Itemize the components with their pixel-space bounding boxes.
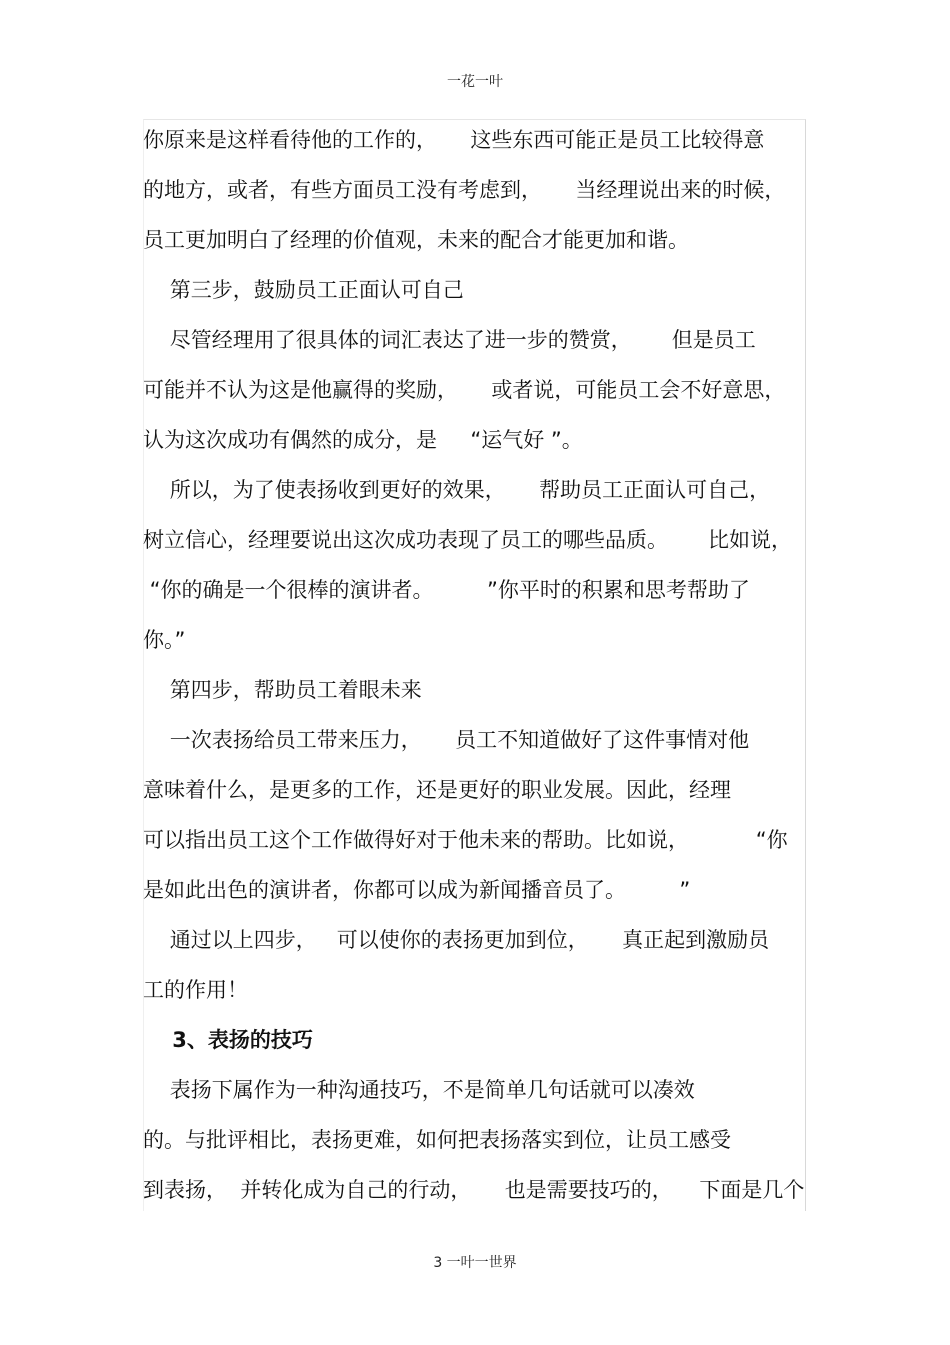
text-line: 所以，为了使表扬收到更好的效果， 帮助员工正面认可自己， [143, 478, 771, 502]
text-line: 一次表扬给员工带来压力， 员工不知道做好了这件事情对他 [143, 728, 750, 752]
text-line: 树立信心，经理要说出这次成功表现了员工的哪些品质。 比如说， [143, 528, 793, 552]
text-line: 尽管经理用了很具体的词汇表达了进一步的赞赏， 但是员工 [143, 328, 756, 352]
text-line: 的。与批评相比，表扬更难，如何把表扬落实到位，让员工感受 [143, 1128, 731, 1152]
text-line: 的地方，或者，有些方面员工没有考虑到， 当经理说出来的时候， [143, 178, 786, 202]
text-line: 是如此出色的演讲者，你都可以成为新闻播音员了。 ” [143, 878, 691, 902]
text-line: 员工更加明白了经理的价值观，未来的配合才能更加和谐。 [143, 228, 689, 252]
text-line: “你的确是一个很棒的演讲者。 ”你平时的积累和思考帮助了 [143, 578, 750, 602]
text-line: 工的作用！ [143, 978, 248, 1002]
text-line: 认为这次成功有偶然的成分，是 “运气好 ”。 [143, 428, 583, 452]
text-line: 你原来是这样看待他的工作的， 这些东西可能正是员工比较得意 [143, 128, 765, 152]
section-heading: 第四步，帮助员工着眼未来 [143, 678, 422, 702]
text-line: 表扬下属作为一种沟通技巧，不是简单几句话就可以凑效 [143, 1078, 695, 1102]
page-footer: 3 一叶一世界 [433, 1255, 517, 1271]
section-heading: 第三步，鼓励员工正面认可自己 [143, 278, 464, 302]
text-line: 你。” [143, 628, 186, 652]
text-line: 到表扬， 并转化成为自己的行动， 也是需要技巧的， 下面是几个 [143, 1178, 805, 1202]
page-header: 一花一叶 [447, 74, 503, 90]
text-line: 可以指出员工这个工作做得好对于他未来的帮助。比如说， “你 [143, 828, 788, 852]
text-line: 可能并不认为这是他赢得的奖励， 或者说，可能员工会不好意思， [143, 378, 786, 402]
text-line: 意味着什么，是更多的工作，还是更好的职业发展。因此，经理 [143, 778, 731, 802]
text-line: 通过以上四步， 可以使你的表扬更加到位， 真正起到激励员 [143, 928, 770, 952]
section-heading: 3、表扬的技巧 [143, 1028, 313, 1052]
